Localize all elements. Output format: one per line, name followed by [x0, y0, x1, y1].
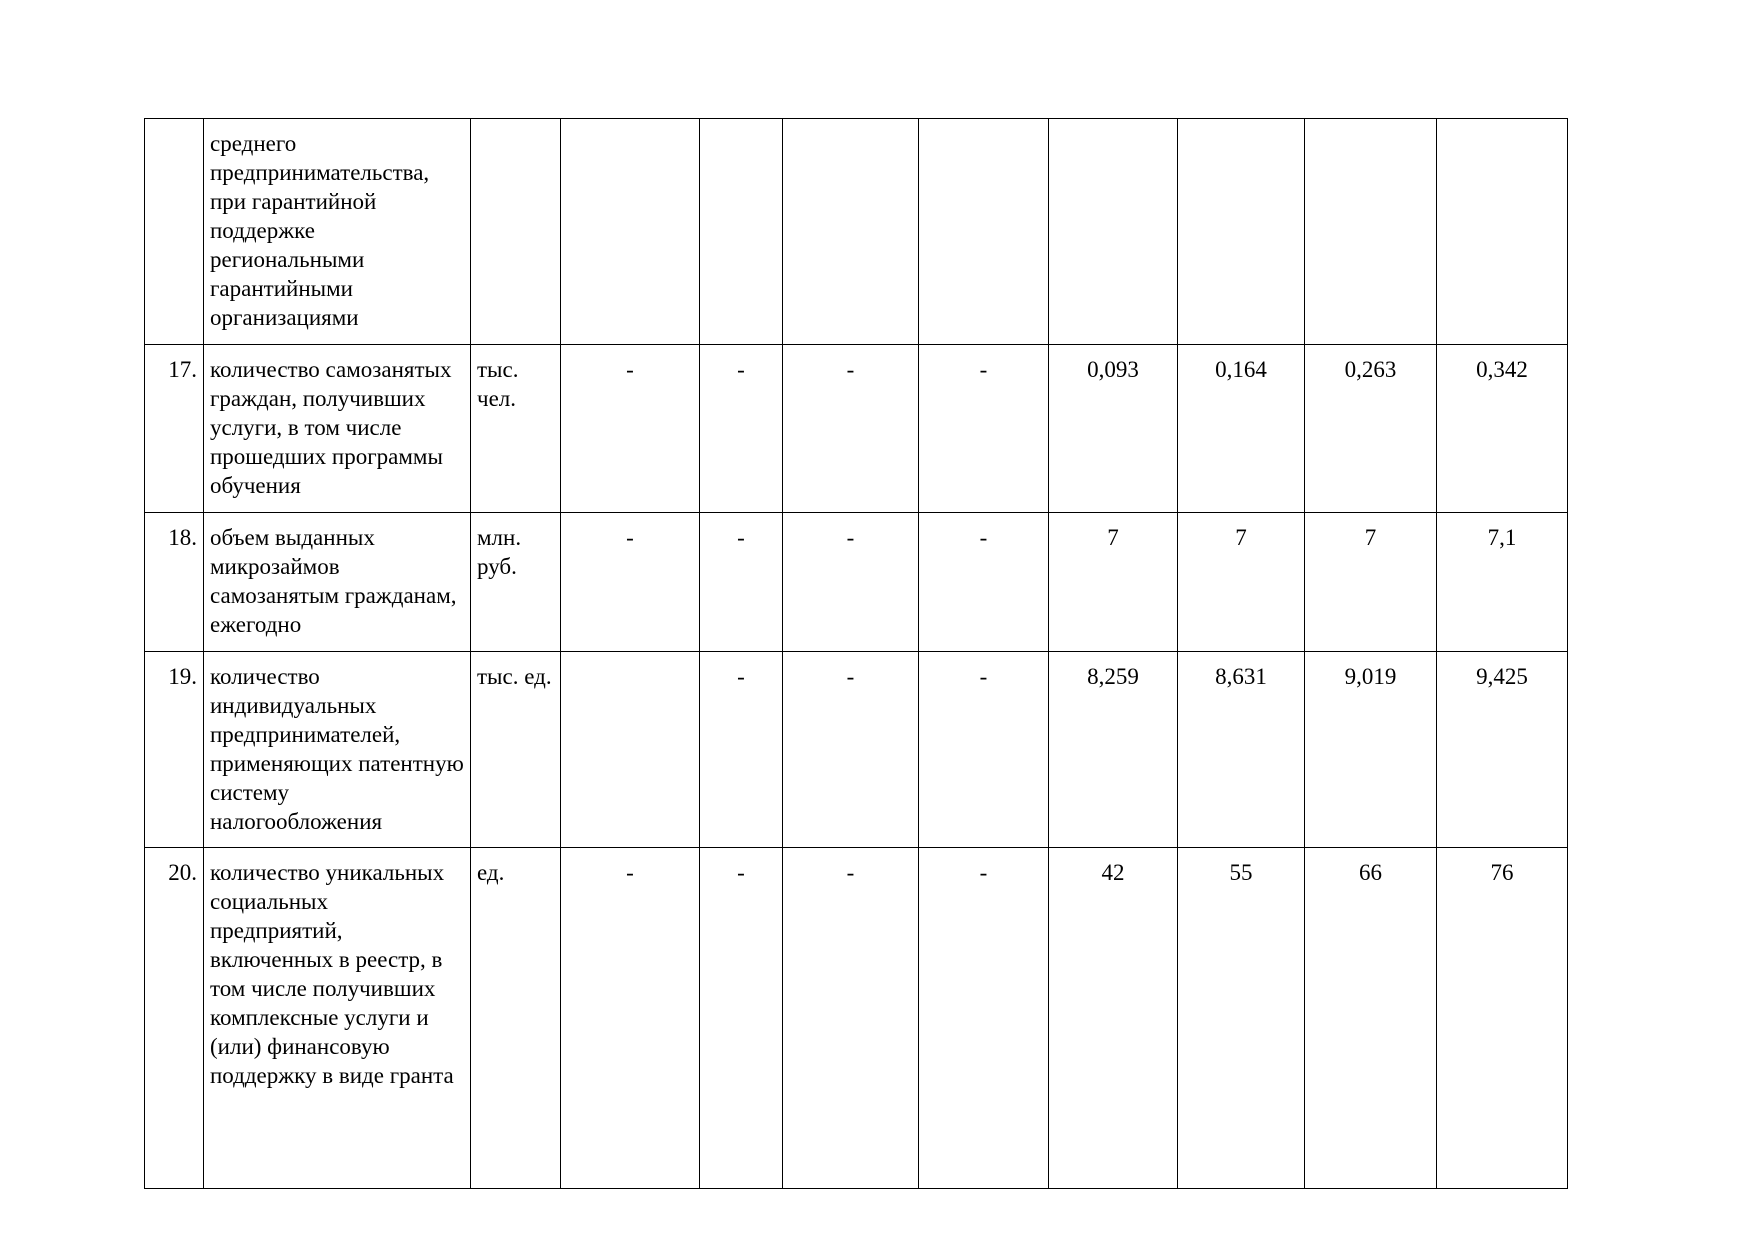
value-cell: 9,019 — [1305, 652, 1437, 848]
indicator-name: количество самозанятых граждан, получивших услуги, в том числе прошедших программы обучения — [204, 345, 471, 513]
value-cell — [700, 119, 783, 345]
row-number: 19. — [145, 652, 204, 848]
indicator-name: объем выданных микрозаймов самозанятым гражданам, ежегодно — [204, 513, 471, 652]
value-cell: - — [561, 513, 700, 652]
value-cell — [1049, 119, 1178, 345]
value-cell: 76 — [1437, 848, 1568, 1189]
unit-cell: тыс. чел. — [471, 345, 561, 513]
value-cell — [1305, 119, 1437, 345]
value-cell — [561, 119, 700, 345]
value-cell — [561, 652, 700, 848]
value-cell: 0,164 — [1178, 345, 1305, 513]
table-row — [145, 345, 1568, 513]
value-cell: 55 — [1178, 848, 1305, 1189]
value-cell — [1178, 119, 1305, 345]
table-row — [145, 513, 1568, 652]
value-cell: - — [700, 513, 783, 652]
value-cell: - — [919, 345, 1049, 513]
unit-cell: млн. руб. — [471, 513, 561, 652]
value-cell: - — [700, 652, 783, 848]
value-cell: - — [919, 848, 1049, 1189]
value-cell: - — [783, 652, 919, 848]
table-row — [145, 848, 1568, 1189]
unit-cell — [471, 119, 561, 345]
indicator-name: количество уникальных социальных предприятий, включенных в реестр, в том числе получивших комплексные услуги и (или) финансовую поддержку в виде гранта — [204, 848, 471, 1189]
value-cell: 9,425 — [1437, 652, 1568, 848]
value-cell: - — [561, 848, 700, 1189]
value-cell: - — [783, 345, 919, 513]
value-cell — [1437, 119, 1568, 345]
indicator-name: среднего предпринимательства, при гарантийной поддержке региональными гарантийными организациями — [204, 119, 471, 345]
value-cell: - — [919, 513, 1049, 652]
value-cell: 0,342 — [1437, 345, 1568, 513]
value-cell: 8,631 — [1178, 652, 1305, 848]
value-cell: 8,259 — [1049, 652, 1178, 848]
unit-cell: тыс. ед. — [471, 652, 561, 848]
value-cell: 0,093 — [1049, 345, 1178, 513]
value-cell: 0,263 — [1305, 345, 1437, 513]
value-cell: - — [561, 345, 700, 513]
unit-cell: ед. — [471, 848, 561, 1189]
value-cell: 7 — [1305, 513, 1437, 652]
indicator-name: количество индивидуальных предпринимателей, применяющих патентную систему налогообложения — [204, 652, 471, 848]
value-cell: 7 — [1178, 513, 1305, 652]
value-cell: - — [783, 848, 919, 1189]
value-cell: 66 — [1305, 848, 1437, 1189]
value-cell — [919, 119, 1049, 345]
row-number: 18. — [145, 513, 204, 652]
value-cell: 7 — [1049, 513, 1178, 652]
value-cell: - — [919, 652, 1049, 848]
value-cell: 7,1 — [1437, 513, 1568, 652]
row-number — [145, 119, 204, 345]
table-row — [145, 652, 1568, 848]
value-cell: - — [700, 848, 783, 1189]
row-number: 17. — [145, 345, 204, 513]
row-number: 20. — [145, 848, 204, 1189]
value-cell — [783, 119, 919, 345]
value-cell: - — [700, 345, 783, 513]
value-cell: 42 — [1049, 848, 1178, 1189]
indicators-table — [144, 118, 1568, 1189]
value-cell: - — [783, 513, 919, 652]
table-row — [145, 119, 1568, 345]
